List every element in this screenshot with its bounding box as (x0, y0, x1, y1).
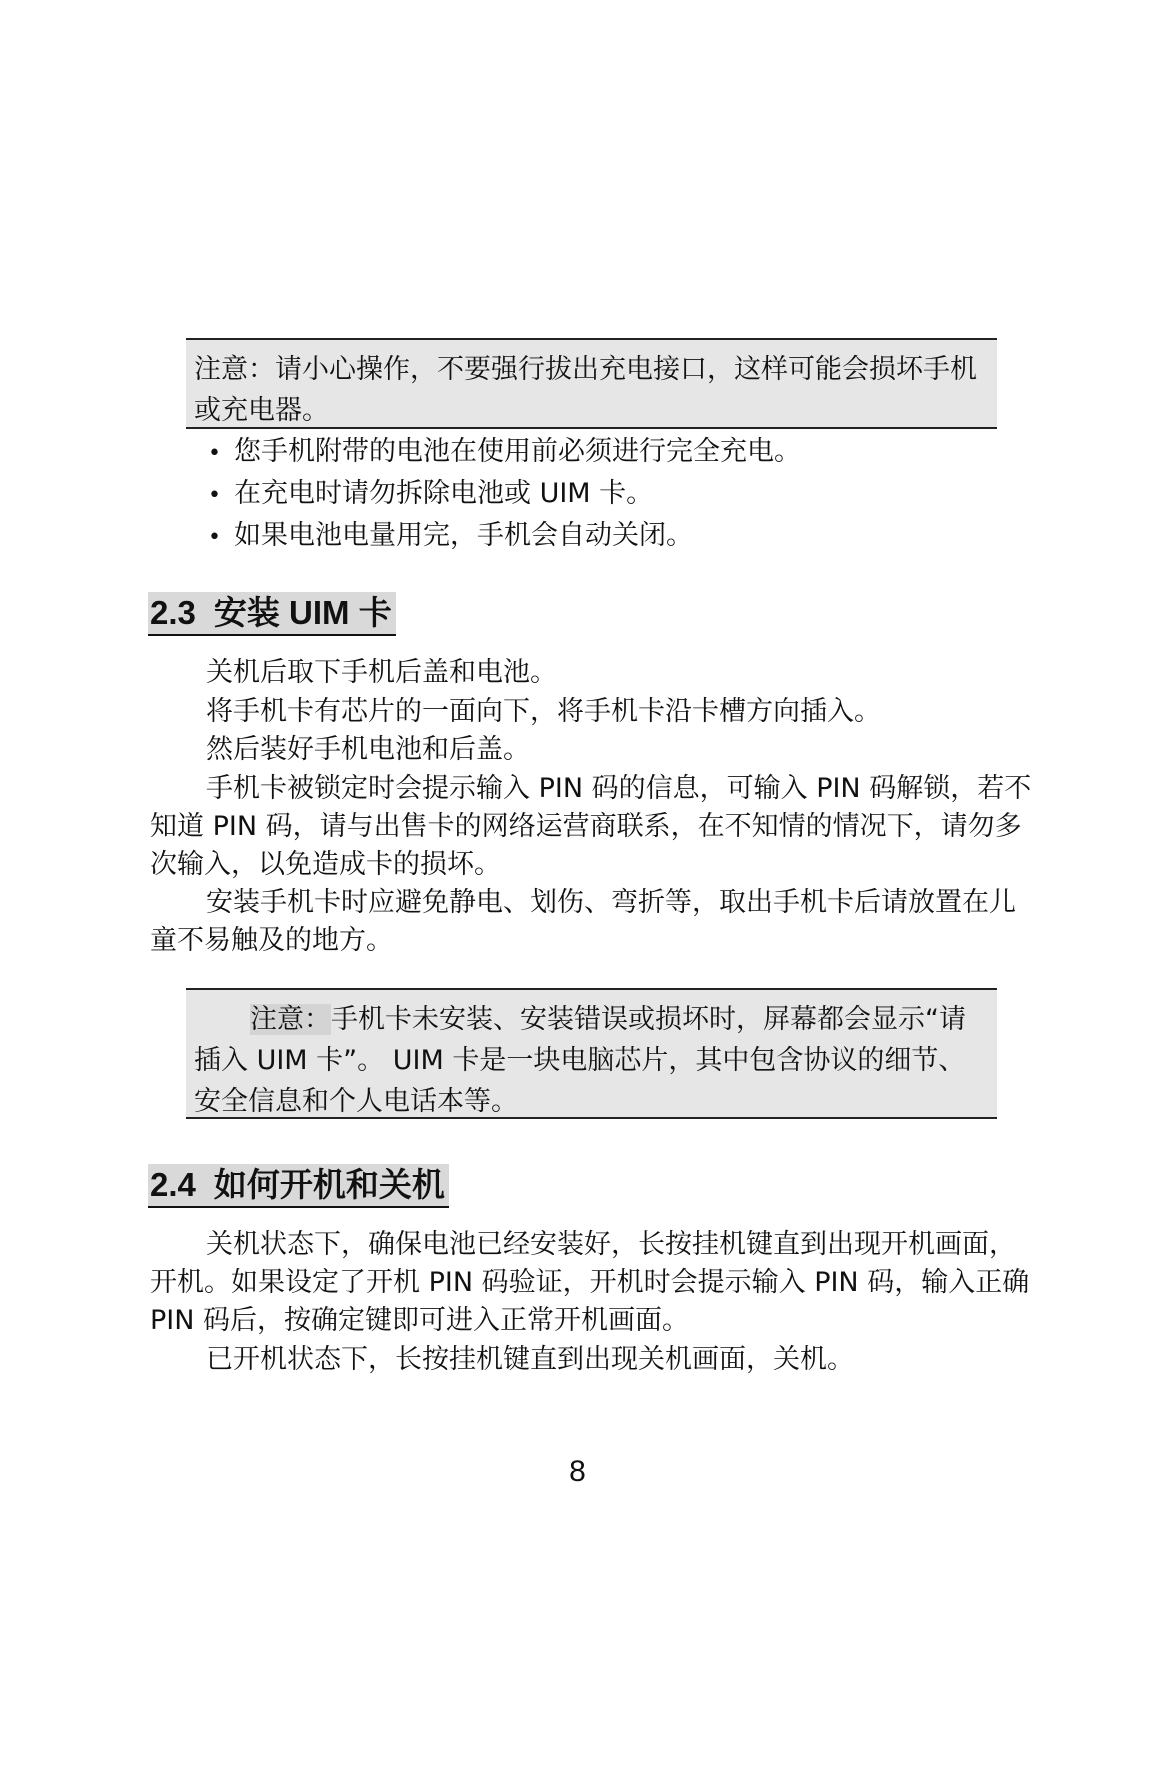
note-body: 手机卡未安装、安装错误或损坏时，屏幕都会显示“请插入 UIM 卡”。 UIM 卡是一块电脑芯片，其中包含协议的细节、安全信息和个人电话本等。 (194, 1004, 966, 1117)
bullet-icon: • (208, 483, 221, 508)
paragraph: 手机卡被锁定时会提示输入 PIN 码的信息，可输入 PIN 码解锁，若不知道 PIN 码，请与出售卡的网络运营商联系，在不知情的情况下，请勿多次输入，以免造成卡的损坏。 (150, 772, 1032, 880)
paragraph: 关机后取下手机后盖和电池。 (206, 657, 557, 688)
charging-caution-note (186, 338, 997, 429)
note-label: 注意： (250, 1004, 331, 1035)
bullet-icon: • (208, 441, 221, 466)
paragraph: 将手机卡有芯片的一面向下，将手机卡沿卡槽方向插入。 (206, 695, 881, 727)
battery-tips-list (208, 432, 801, 558)
section-title: 安装 UIM 卡 (213, 594, 392, 631)
uim-card-caution-note (186, 988, 997, 1119)
paragraph: 然后装好手机电池和后盖。 (206, 734, 530, 765)
section-heading-2-3 (148, 592, 396, 636)
note-body: 请小心操作，不要强行拔出充电接口，这样可能会损坏手机或充电器。 (194, 354, 977, 426)
section-title: 如何开机和关机 (213, 1166, 445, 1203)
note-label: 注意： (194, 354, 275, 385)
section-2-3-body (150, 654, 1035, 961)
list-item: • 您手机附带的电池在使用前必须进行完全充电。 (208, 432, 801, 474)
paragraph: 关机状态下，确保电池已经安装好，长按挂机键直到出现开机画面，开机。如果设定了开机 PIN 码验证，开机时会提示输入 PIN 码，输入正确 PIN 码后，按确定键即可进入正常开机画面。 (150, 1229, 1030, 1336)
paragraph: 安装手机卡时应避免静电、划伤、弯折等，取出手机卡后请放置在儿童不易触及的地方。 (150, 887, 1016, 956)
bullet-icon: • (208, 525, 221, 550)
section-number: 2.4 (150, 1166, 196, 1203)
page-number: 8 (569, 1455, 586, 1488)
note-text (194, 349, 989, 431)
note-text (194, 999, 989, 1122)
list-item: • 如果电池电量用完，手机会自动关闭。 (208, 516, 801, 558)
section-heading-2-4 (148, 1164, 449, 1208)
section-number: 2.3 (150, 594, 196, 631)
section-2-4-body (150, 1226, 1035, 1379)
list-item: • 在充电时请勿拆除电池或 UIM 卡。 (208, 474, 801, 516)
paragraph: 已开机状态下，长按挂机键直到出现关机画面，关机。 (206, 1343, 854, 1375)
